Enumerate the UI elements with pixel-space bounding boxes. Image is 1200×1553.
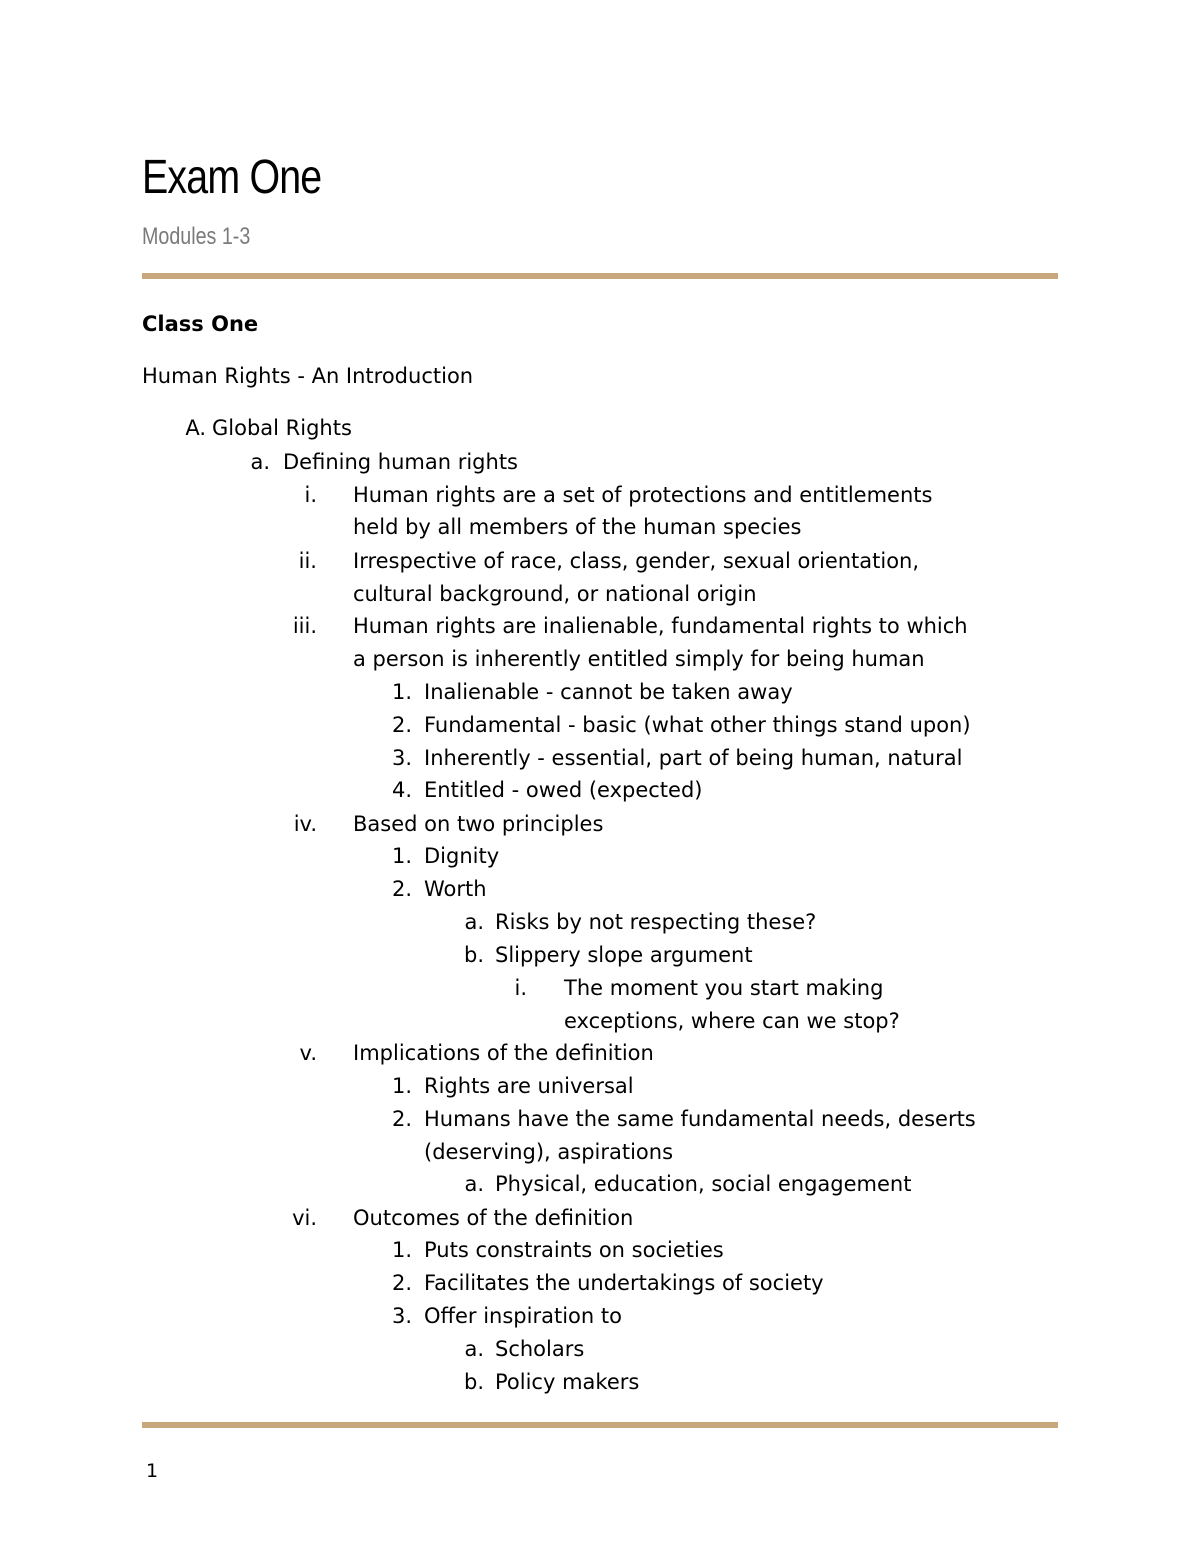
outline-item: Scholars bbox=[495, 1337, 585, 1361]
outline-marker: iv. bbox=[293, 812, 317, 836]
outline-item: Entitled - owed (expected) bbox=[424, 778, 703, 802]
outline-item: Based on two principles bbox=[353, 812, 604, 836]
outline-item: Inalienable - cannot be taken away bbox=[424, 680, 793, 704]
outline-marker: a. bbox=[464, 1172, 484, 1196]
outline-marker: 2. bbox=[391, 877, 412, 901]
outline-item: Slippery slope argument bbox=[495, 943, 753, 967]
outline-item: Irrespective of race, class, gender, sexual orientation, bbox=[353, 549, 920, 573]
outline-marker: a. bbox=[250, 450, 270, 474]
outline-item: Human rights are inalienable, fundamental rights to which bbox=[353, 614, 968, 638]
outline-item: Offer inspiration to bbox=[424, 1304, 622, 1328]
section-heading: Class One bbox=[142, 312, 259, 336]
outline-marker: iii. bbox=[292, 614, 317, 638]
outline-marker: ii. bbox=[298, 549, 317, 573]
outline-marker: 3. bbox=[391, 1304, 412, 1328]
page-subtitle: Modules 1-3 bbox=[142, 223, 251, 250]
outline-marker: 2. bbox=[391, 1107, 412, 1131]
section-subheading: Human Rights - An Introduction bbox=[142, 364, 474, 388]
outline-marker: a. bbox=[464, 1337, 484, 1361]
outline-marker: vi. bbox=[292, 1206, 317, 1230]
outline-item: cultural background, or national origin bbox=[353, 582, 757, 606]
outline-item: Human rights are a set of protections and entitlements bbox=[353, 483, 933, 507]
outline-item: held by all members of the human species bbox=[353, 515, 802, 539]
outline-marker: a. bbox=[464, 910, 484, 934]
outline-marker: b. bbox=[463, 943, 484, 967]
outline-item: Fundamental - basic (what other things stand upon) bbox=[424, 713, 971, 737]
outline-marker: 1. bbox=[391, 844, 412, 868]
outline-item: (deserving), aspirations bbox=[424, 1140, 674, 1164]
outline-marker: 1. bbox=[391, 1238, 412, 1262]
top-divider bbox=[142, 273, 1058, 279]
outline-item: a person is inherently entitled simply for being human bbox=[353, 647, 925, 671]
outline-item: Humans have the same fundamental needs, deserts bbox=[424, 1107, 976, 1131]
outline-item: Defining human rights bbox=[283, 450, 518, 474]
outline-marker: 2. bbox=[391, 713, 412, 737]
outline-item: Puts constraints on societies bbox=[424, 1238, 724, 1262]
outline-item: Implications of the definition bbox=[353, 1041, 654, 1065]
outline-item: Global Rights bbox=[212, 416, 352, 440]
outline-marker: v. bbox=[299, 1041, 317, 1065]
outline-marker: 4. bbox=[391, 778, 412, 802]
outline-marker: 3. bbox=[391, 746, 412, 770]
outline-item: Facilitates the undertakings of society bbox=[424, 1271, 824, 1295]
outline-item: exceptions, where can we stop? bbox=[564, 1009, 900, 1033]
outline-marker: b. bbox=[463, 1370, 484, 1394]
outline-item: Rights are universal bbox=[424, 1074, 634, 1098]
outline-marker: A. bbox=[185, 416, 206, 440]
outline-marker: 1. bbox=[391, 1074, 412, 1098]
page-title: Exam One bbox=[142, 151, 322, 204]
outline-item: Policy makers bbox=[495, 1370, 640, 1394]
outline-item: Dignity bbox=[424, 844, 500, 868]
outline-item: Physical, education, social engagement bbox=[495, 1172, 912, 1196]
outline-item: Outcomes of the definition bbox=[353, 1206, 634, 1230]
page-number: 1 bbox=[146, 1460, 159, 1482]
outline-item: Risks by not respecting these? bbox=[495, 910, 817, 934]
outline-item: Inherently - essential, part of being human, natural bbox=[424, 746, 963, 770]
outline-marker: 2. bbox=[391, 1271, 412, 1295]
bottom-divider bbox=[142, 1422, 1058, 1428]
outline-item: Worth bbox=[424, 877, 487, 901]
outline-marker: 1. bbox=[391, 680, 412, 704]
outline-item: The moment you start making bbox=[564, 976, 884, 1000]
outline-marker: i. bbox=[304, 483, 317, 507]
outline-marker: i. bbox=[514, 976, 527, 1000]
